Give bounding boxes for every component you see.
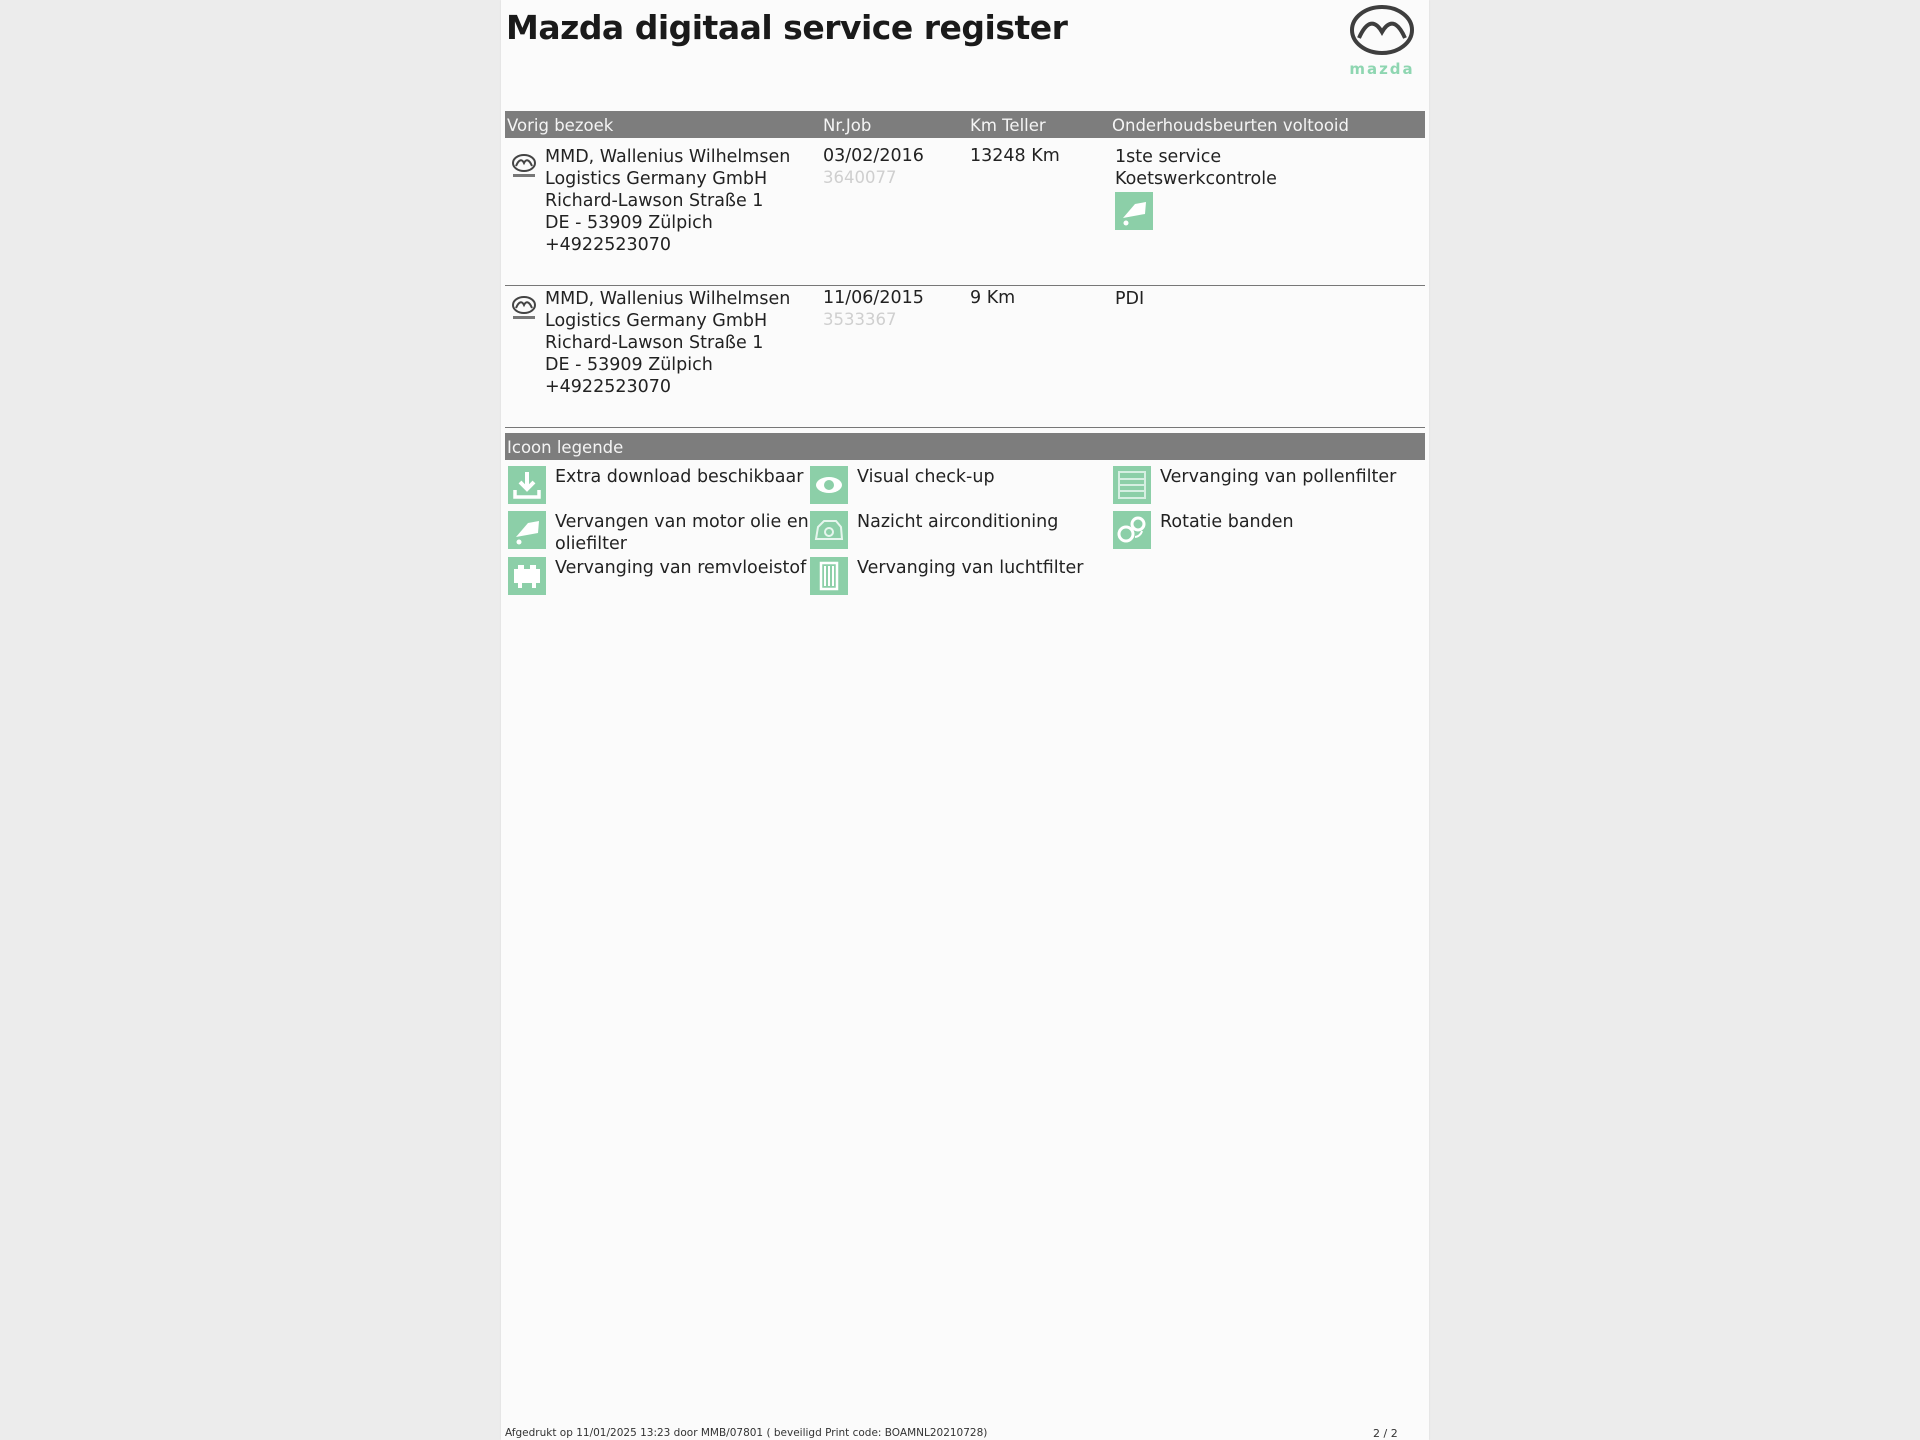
col-km-header: Km Teller: [970, 116, 1046, 135]
table-row: [505, 288, 1425, 428]
oil-change-icon: [1115, 192, 1153, 230]
mazda-dealer-icon: [509, 294, 539, 324]
table-row: [505, 146, 1425, 286]
mazda-logo-icon: [1339, 2, 1425, 62]
page-title: Mazda digitaal service register: [506, 8, 1068, 47]
job-number: 3640077: [823, 168, 897, 187]
visit-date: 03/02/2016: [823, 146, 924, 166]
eye-icon: [810, 466, 848, 504]
brake-fluid-icon: [508, 557, 546, 595]
print-footer: Afgedrukt op 11/01/2025 13:23 door MMB/07801 ( beveiligd Print code: BOAMNL20210728): [505, 1427, 988, 1439]
col-visit-header: Vorig bezoek: [507, 116, 614, 135]
legend-header-bar: [505, 433, 1425, 460]
visit-date: 11/06/2015: [823, 288, 924, 308]
col-maintenance-header: Onderhoudsbeurten voltooid: [1112, 116, 1349, 135]
odometer-km: 13248 Km: [970, 146, 1060, 166]
aircon-icon: [810, 511, 848, 549]
mazda-dealer-icon: [509, 152, 539, 182]
col-job-header: Nr.Job: [823, 116, 872, 135]
services-completed: 1ste service Koetswerkcontrole: [1115, 147, 1277, 189]
legend-title: Icoon legende: [507, 438, 624, 457]
logo-wordmark: mazda: [1349, 60, 1415, 78]
services-completed: PDI: [1115, 289, 1145, 309]
air-filter-icon: [810, 557, 848, 595]
dealer-address: MMD, Wallenius Wilhelmsen Logistics Germany GmbH Richard-Lawson Straße 1 DE - 53909 Zülpich +4922523070: [545, 289, 791, 397]
dealer-address: MMD, Wallenius Wilhelmsen Logistics Germany GmbH Richard-Lawson Straße 1 DE - 53909 Zülpich +4922523070: [545, 147, 791, 255]
odometer-km: 9 Km: [970, 288, 1016, 308]
download-icon: [508, 466, 546, 504]
tire-rotation-icon: [1113, 511, 1151, 549]
page-number: 2 / 2: [1373, 1427, 1398, 1440]
job-number: 3533367: [823, 310, 897, 329]
pollen-filter-icon: [1113, 466, 1151, 504]
oil-change-icon: [508, 511, 546, 549]
mazda-logo: [1339, 2, 1425, 78]
document-page: Mazda digitaal service register mazda Vorig bezoek Nr.Job Km Teller Onderhoudsbeurten voltooid MMD, Wallenius Wilhelmsen Logistics Germany GmbH Richard-Lawson Straße 1 DE - 53909 Zülpich +4922523070 03/02/2016 3640077 13248 Km 1ste service Koetswerkcontrole MMD, Wallenius Wilhelmsen Logistics Germany GmbH Richard-Lawson Straße 1 DE - 53909 Zülpich +4922523070 11/06/2015 3533367 9 Km PDI Icoon legende Extra download beschikbaar Visual check-up Vervanging van pollenfilter Vervangen van motor olie en oliefilter Nazicht airconditioning Rotatie banden Vervanging van remvloeistof Vervanging van luchtfilter Afgedrukt op 11/01/2025 13:23 door MMB/07801 ( beveiligd Print code: BOAMNL20210728) 2 / 2: [501, 0, 1429, 1440]
history-header-bar: [505, 111, 1425, 138]
